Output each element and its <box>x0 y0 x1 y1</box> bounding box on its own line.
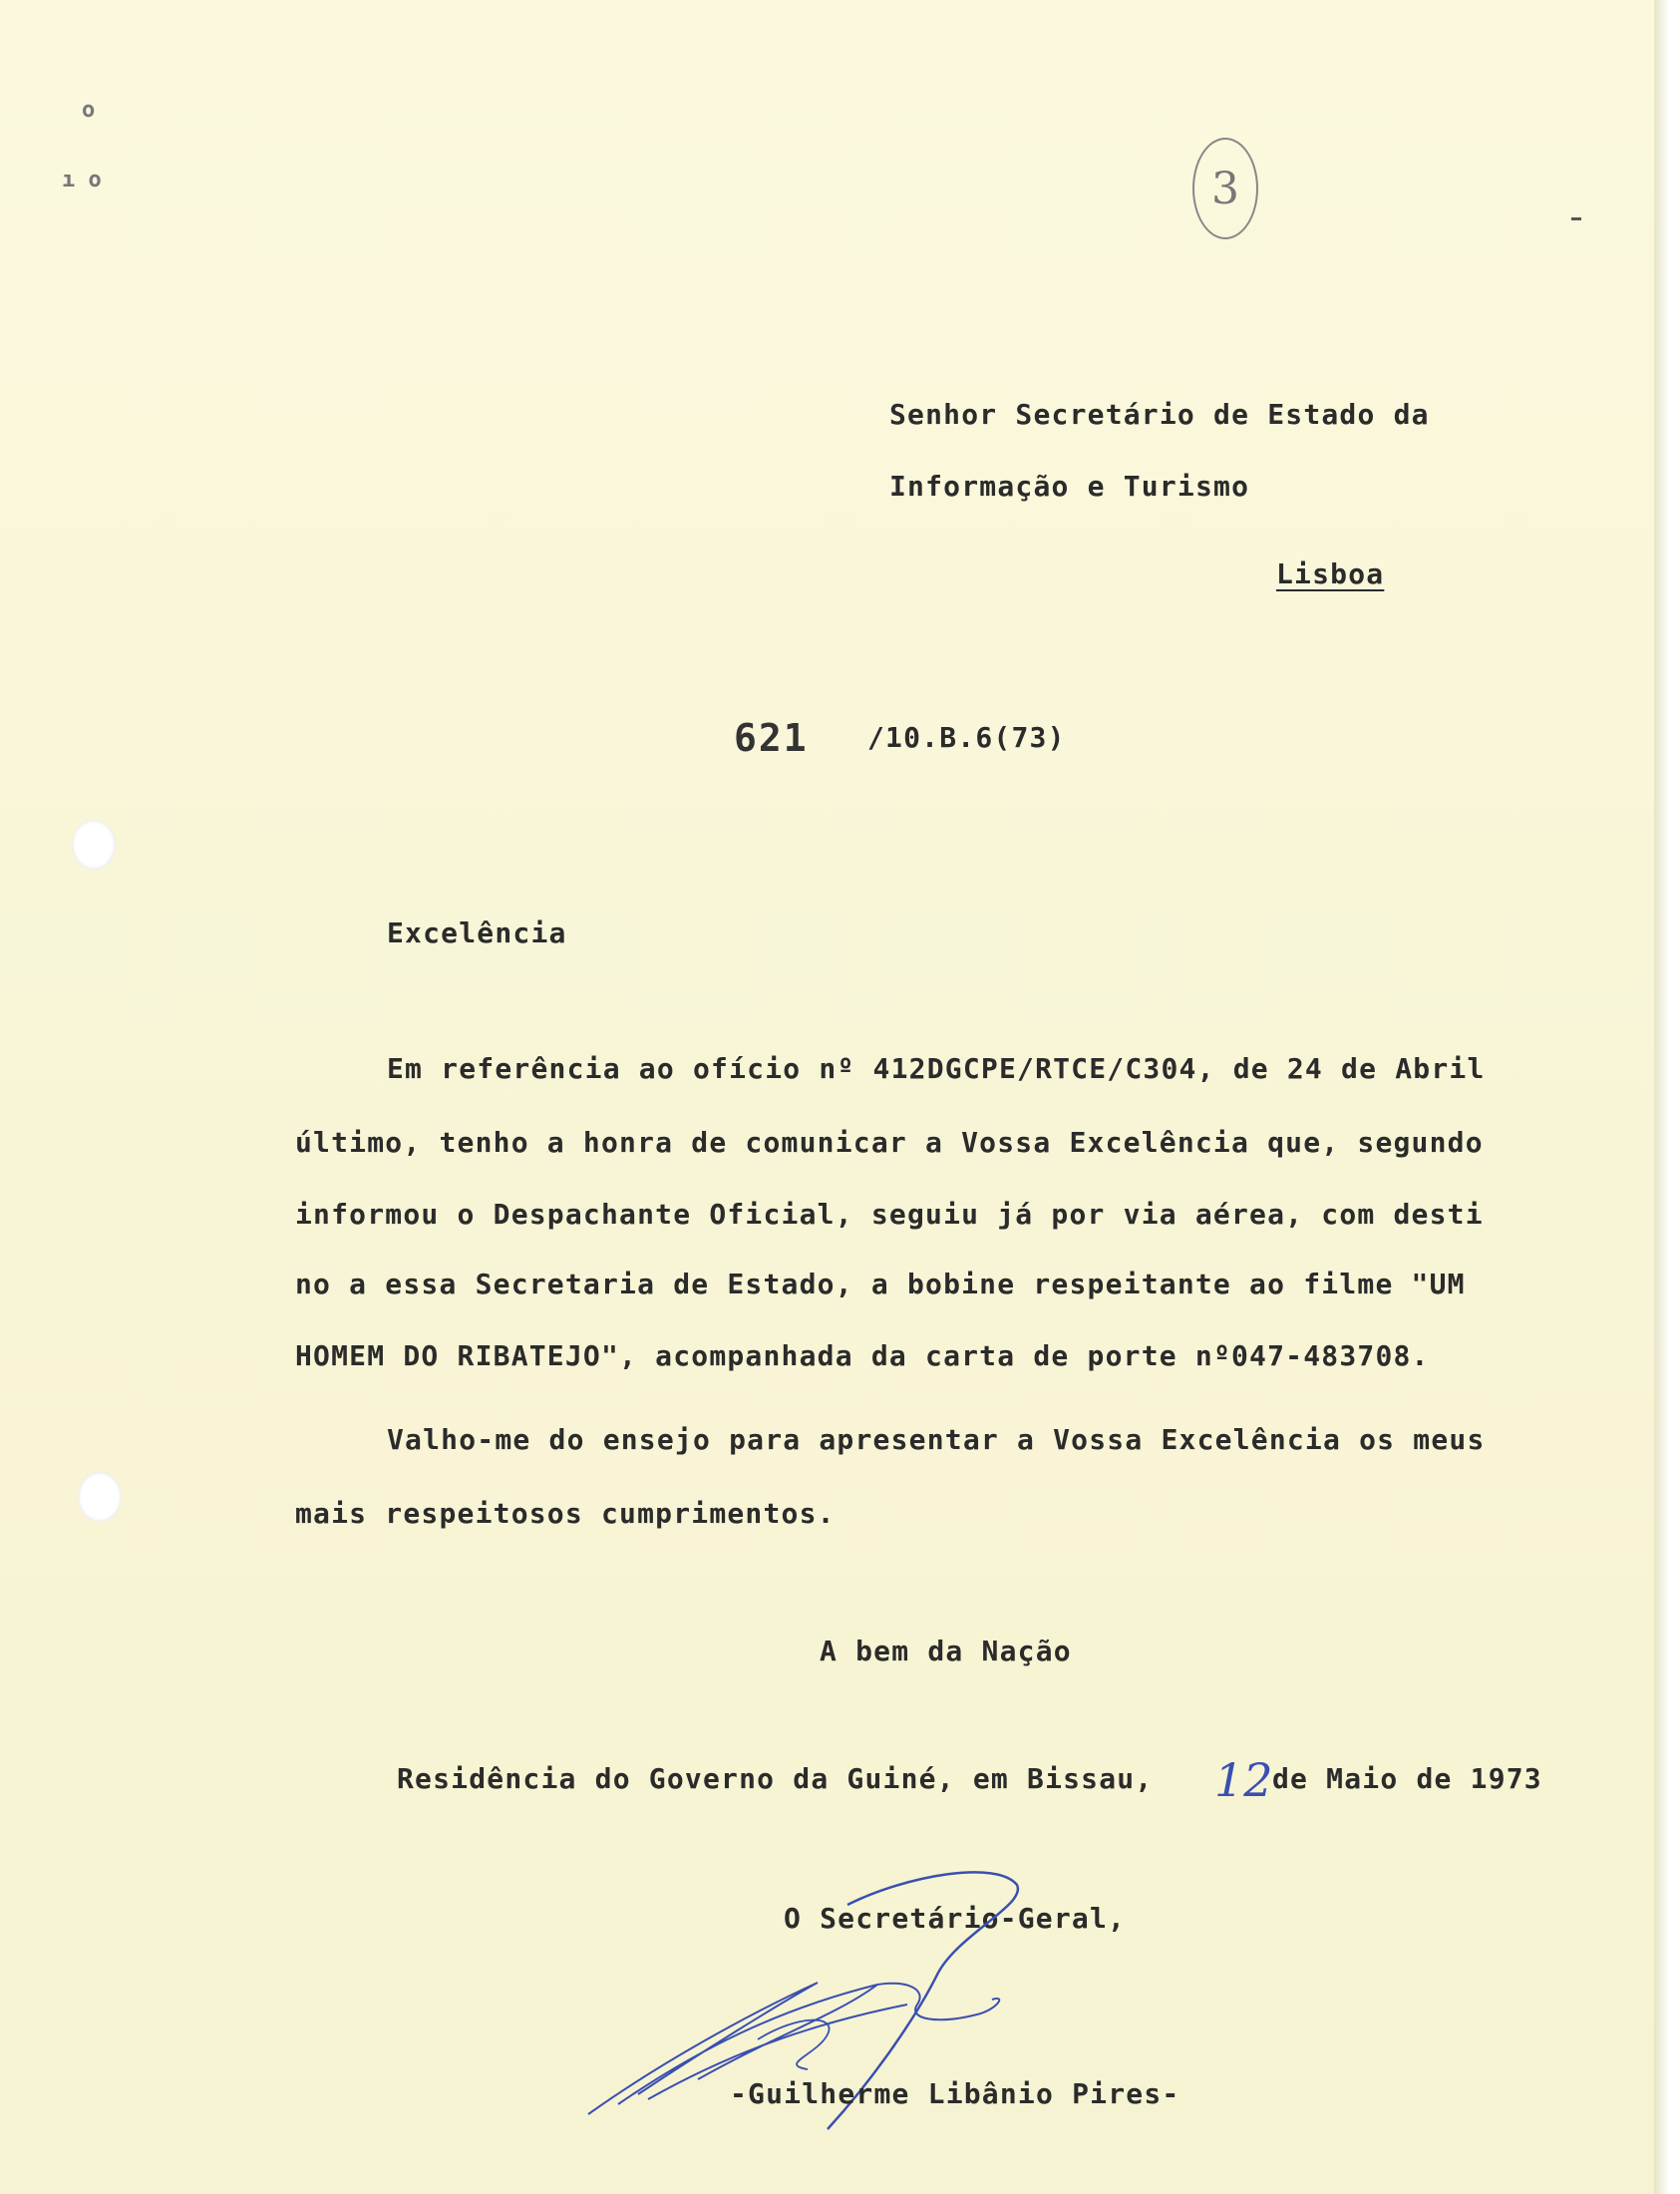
place-date-suffix: de Maio de 1973 <box>1272 1762 1542 1795</box>
place-date-prefix: Residência do Governo da Guiné, em Bissau, <box>397 1762 1154 1795</box>
edge-dash <box>1571 217 1581 220</box>
salutation: Excelência <box>387 916 567 949</box>
addressee-line-1: Senhor Secretário de Estado da <box>889 398 1430 431</box>
addressee-line-2: Informação e Turismo <box>889 470 1250 503</box>
body-line: Em referência ao ofício nº 412DGCPE/RTCE/C304, de 24 de Abril <box>387 1052 1486 1085</box>
folio-number: 3 <box>1211 163 1239 214</box>
reference-number: 621 <box>734 716 809 760</box>
body-line: Valho-me do ensejo para apresentar a Vossa Excelência os meus <box>387 1423 1486 1456</box>
body-line: HOMEM DO RIBATEJO", acompanhada da carta de porte nº047-483708. <box>295 1339 1430 1372</box>
signatory-name: -Guilherme Libânio Pires- <box>730 2077 1180 2110</box>
addressee-city: Lisboa <box>1276 557 1385 590</box>
body-line: último, tenho a honra de comunicar a Vossa Excelência que, segundo <box>295 1126 1484 1159</box>
closing-formula: A bem da Nação <box>820 1635 1072 1667</box>
folio-number-stamp <box>1192 138 1258 239</box>
page-edge <box>1654 0 1680 2194</box>
punch-hole <box>78 1472 122 1522</box>
signatory-title: O Secretário-Geral, <box>784 1902 1127 1935</box>
body-line: no a essa Secretaria de Estado, a bobine respeitante ao filme "UM <box>295 1268 1466 1300</box>
edge-mark: o <box>82 98 96 123</box>
body-line: mais respeitosos cumprimentos. <box>295 1497 836 1530</box>
punch-hole <box>72 820 116 870</box>
handwritten-day: 12 <box>1214 1753 1273 1807</box>
body-line: informou o Despachante Oficial, seguiu já por via aérea, com desti <box>295 1198 1484 1231</box>
reference-code: /10.B.6(73) <box>867 721 1066 754</box>
edge-mark: ı o <box>62 168 102 192</box>
